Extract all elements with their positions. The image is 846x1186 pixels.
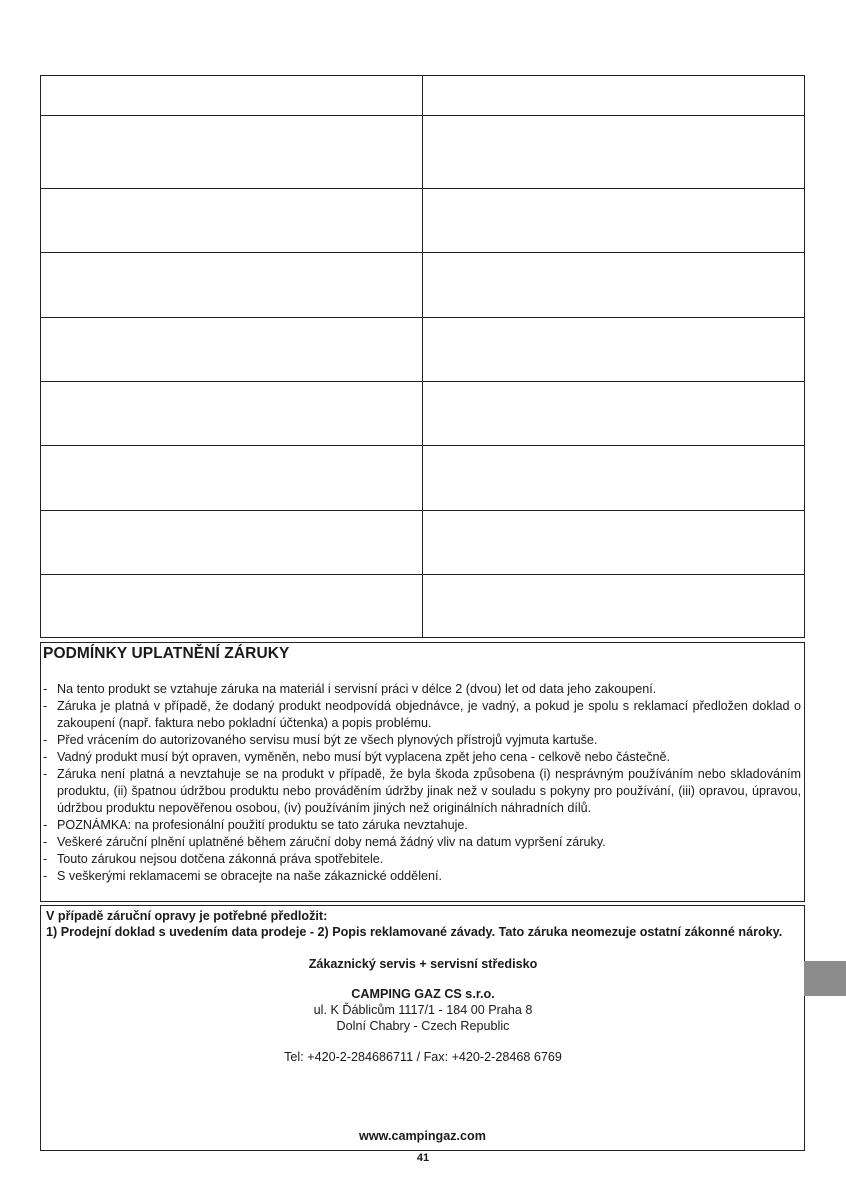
dash-bullet: - bbox=[43, 733, 48, 747]
table-cell bbox=[423, 318, 804, 382]
table-cell bbox=[41, 116, 423, 189]
condition-text: Touto zárukou nejsou dotčena zákonná práva spotřebitele. bbox=[57, 852, 384, 866]
service-center-title: Zákaznický servis + servisní středisko bbox=[308, 957, 538, 971]
condition-text: Záruka je platná v případě, že dodaný produkt neodpovídá objednávce, je vadný, a pokud je spolu s reklamací předložen doklad o zakoupení (např. faktura nebo pokladní účtenka) a popis problému. bbox=[57, 699, 801, 730]
dash-bullet: - bbox=[43, 835, 48, 849]
table-cell bbox=[41, 511, 423, 575]
condition-text: S veškerými reklamacemi se obracejte na naše zákaznické oddělení. bbox=[57, 869, 442, 883]
condition-item bbox=[43, 681, 801, 698]
condition-item bbox=[43, 698, 801, 732]
condition-text: Veškeré záruční plnění uplatněné během záruční doby nemá žádný vliv na datum vypršení záruky. bbox=[57, 835, 606, 849]
service-info-box bbox=[40, 905, 805, 1151]
page-number: 41 bbox=[416, 1152, 430, 1164]
warranty-conditions-list bbox=[43, 681, 801, 885]
blank-form-table bbox=[40, 75, 805, 638]
table-cell bbox=[423, 253, 804, 318]
condition-text: Na tento produkt se vztahuje záruka na materiál i servisní práci v délce 2 (dvou) let od data jeho zakoupení. bbox=[57, 682, 657, 696]
table-cell bbox=[41, 382, 423, 446]
table-cell bbox=[41, 318, 423, 382]
table-cell bbox=[41, 253, 423, 318]
dash-bullet: - bbox=[43, 852, 48, 866]
table-cell bbox=[41, 446, 423, 511]
condition-item bbox=[43, 817, 801, 834]
dash-bullet: - bbox=[43, 767, 48, 781]
table-cell bbox=[423, 76, 804, 116]
requirement-text: 1) Prodejní doklad s uvedením data prodeje - 2) Popis reklamované závady. Tato záruka neomezuje ostatní zákonné nároky. bbox=[46, 925, 783, 939]
contact-line: Tel: +420-2-284686711 / Fax: +420-2-28468 6769 bbox=[284, 1050, 562, 1064]
dash-bullet: - bbox=[43, 750, 48, 764]
table-cell bbox=[41, 575, 423, 637]
condition-item bbox=[43, 732, 801, 749]
condition-item bbox=[43, 766, 801, 817]
table-cell bbox=[423, 575, 804, 637]
table-cell bbox=[423, 382, 804, 446]
condition-item bbox=[43, 834, 801, 851]
condition-text: Před vrácením do autorizovaného servisu musí být ze všech plynových přístrojů vyjmuta kartuše. bbox=[57, 733, 598, 747]
table-cell bbox=[423, 511, 804, 575]
table-cell bbox=[423, 116, 804, 189]
condition-item bbox=[43, 868, 801, 885]
table-cell bbox=[423, 189, 804, 253]
dash-bullet: - bbox=[43, 869, 48, 883]
table-cell bbox=[41, 189, 423, 253]
condition-text: Záruka není platná a nevztahuje se na produkt v případě, že byla škoda způsobena (i) nesprávným používáním nebo skladováním produktu, (ii) špatnou údržbou produktu nebo prováděním údržby jinak než v souladu s pokyny pro používání, (iii) opravou, úpravou, údržbou produktu nepověřenou osobou, (iv) používáním jiných než originálních náhradních dílů. bbox=[57, 767, 801, 815]
address-line-2: Dolní Chabry - Czech Republic bbox=[336, 1019, 510, 1033]
dash-bullet: - bbox=[43, 699, 48, 713]
condition-text: Vadný produkt musí být opraven, vyměněn, nebo musí být vyplacena zpět jeho cena - celkově nebo částečně. bbox=[57, 750, 671, 764]
website-link[interactable]: www.campingaz.com bbox=[359, 1129, 486, 1143]
table-cell bbox=[423, 446, 804, 511]
condition-text: POZNÁMKA: na profesionální použití produktu se tato záruka nevztahuje. bbox=[57, 818, 468, 832]
condition-item bbox=[43, 851, 801, 868]
condition-item bbox=[43, 749, 801, 766]
address-line-1: ul. K Ďáblicům 1117/1 - 184 00 Praha 8 bbox=[313, 1003, 533, 1017]
dash-bullet: - bbox=[43, 818, 48, 832]
company-name: CAMPING GAZ CS s.r.o. bbox=[351, 987, 495, 1001]
dash-bullet: - bbox=[43, 682, 48, 696]
warranty-conditions-box bbox=[40, 642, 805, 902]
table-cell bbox=[41, 76, 423, 116]
requirement-heading: V případě záruční opravy je potřebné předložit: bbox=[46, 909, 328, 923]
warranty-conditions-title: PODMÍNKY UPLATNĚNÍ ZÁRUKY bbox=[43, 645, 290, 662]
side-tab-marker bbox=[804, 961, 846, 996]
